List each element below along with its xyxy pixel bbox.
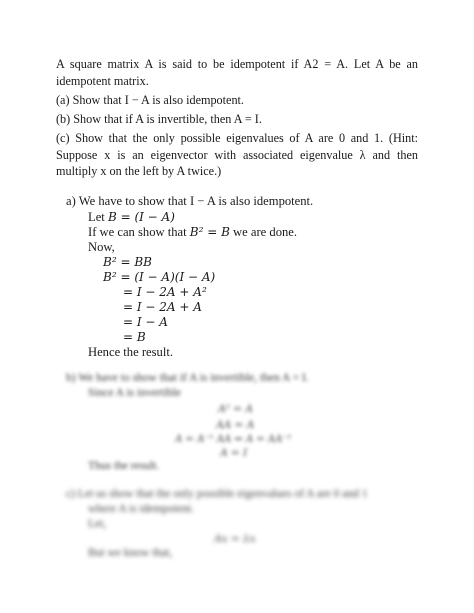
- answer-b-eq3: A = A⁻¹ AA ⇒ A = AA⁻¹: [175, 434, 292, 445]
- answer-b-line1: Since A is invertible: [88, 387, 181, 399]
- answer-b-conclusion: Thus the result.: [88, 460, 160, 472]
- derivation-step-5: = I − A: [123, 315, 168, 329]
- answer-b-eq1: A² = A: [218, 403, 253, 415]
- if-prefix: If we can show that: [88, 225, 190, 239]
- if-suffix: we are done.: [229, 225, 298, 239]
- answer-a-if-line: [88, 225, 297, 240]
- derivation-step-6: = B: [123, 330, 146, 344]
- derivation-step-2: B² = (I − A)(I − A): [103, 270, 216, 284]
- answer-a-conclusion: Hence the result.: [88, 345, 173, 359]
- answer-a-let-line: [88, 210, 175, 225]
- answer-c-line2: where A is idempotent.: [88, 503, 195, 515]
- answer-c-let: Let,: [88, 518, 107, 530]
- answer-c-line3: But we know that,: [88, 547, 173, 559]
- answer-c-heading: c) Let us show that the only possible eigenvalues of A are 0 and 1: [66, 488, 368, 500]
- answer-b-eq2: AA = A: [216, 419, 255, 431]
- answer-b-eq4: A = I: [220, 447, 248, 459]
- question-part-a: (a) Show that I − A is also idempotent.: [56, 93, 244, 107]
- derivation-step-3: = I − 2A + A²: [123, 285, 207, 299]
- derivation-step-4: = I − 2A + A: [123, 300, 202, 314]
- if-math: B² = B: [189, 225, 230, 239]
- let-math: B = (I − A): [107, 210, 175, 224]
- answer-a-heading: a) We have to show that I − A is also idempotent.: [66, 194, 314, 208]
- question-intro: A square matrix A is said to be idempotent if A2 = A. Let A be an idempotent matrix.: [56, 57, 418, 88]
- derivation-step-1: B² = BB: [103, 255, 152, 269]
- answer-a-now: Now,: [88, 240, 115, 254]
- answer-b-heading: b) We have to show that if A is invertible, then A = I.: [66, 372, 309, 384]
- question-part-b: (b) Show that if A is invertible, then A = I.: [56, 112, 262, 126]
- question-part-c: (c) Show that the only possible eigenvalues of A are 0 and 1. (Hint: Suppose x is an eigenvector with associated eigenvalue λ and then multiply x on the left by A twice.): [56, 131, 418, 178]
- let-prefix: Let: [88, 210, 108, 224]
- answer-c-eq1: Ax = λx: [214, 533, 256, 545]
